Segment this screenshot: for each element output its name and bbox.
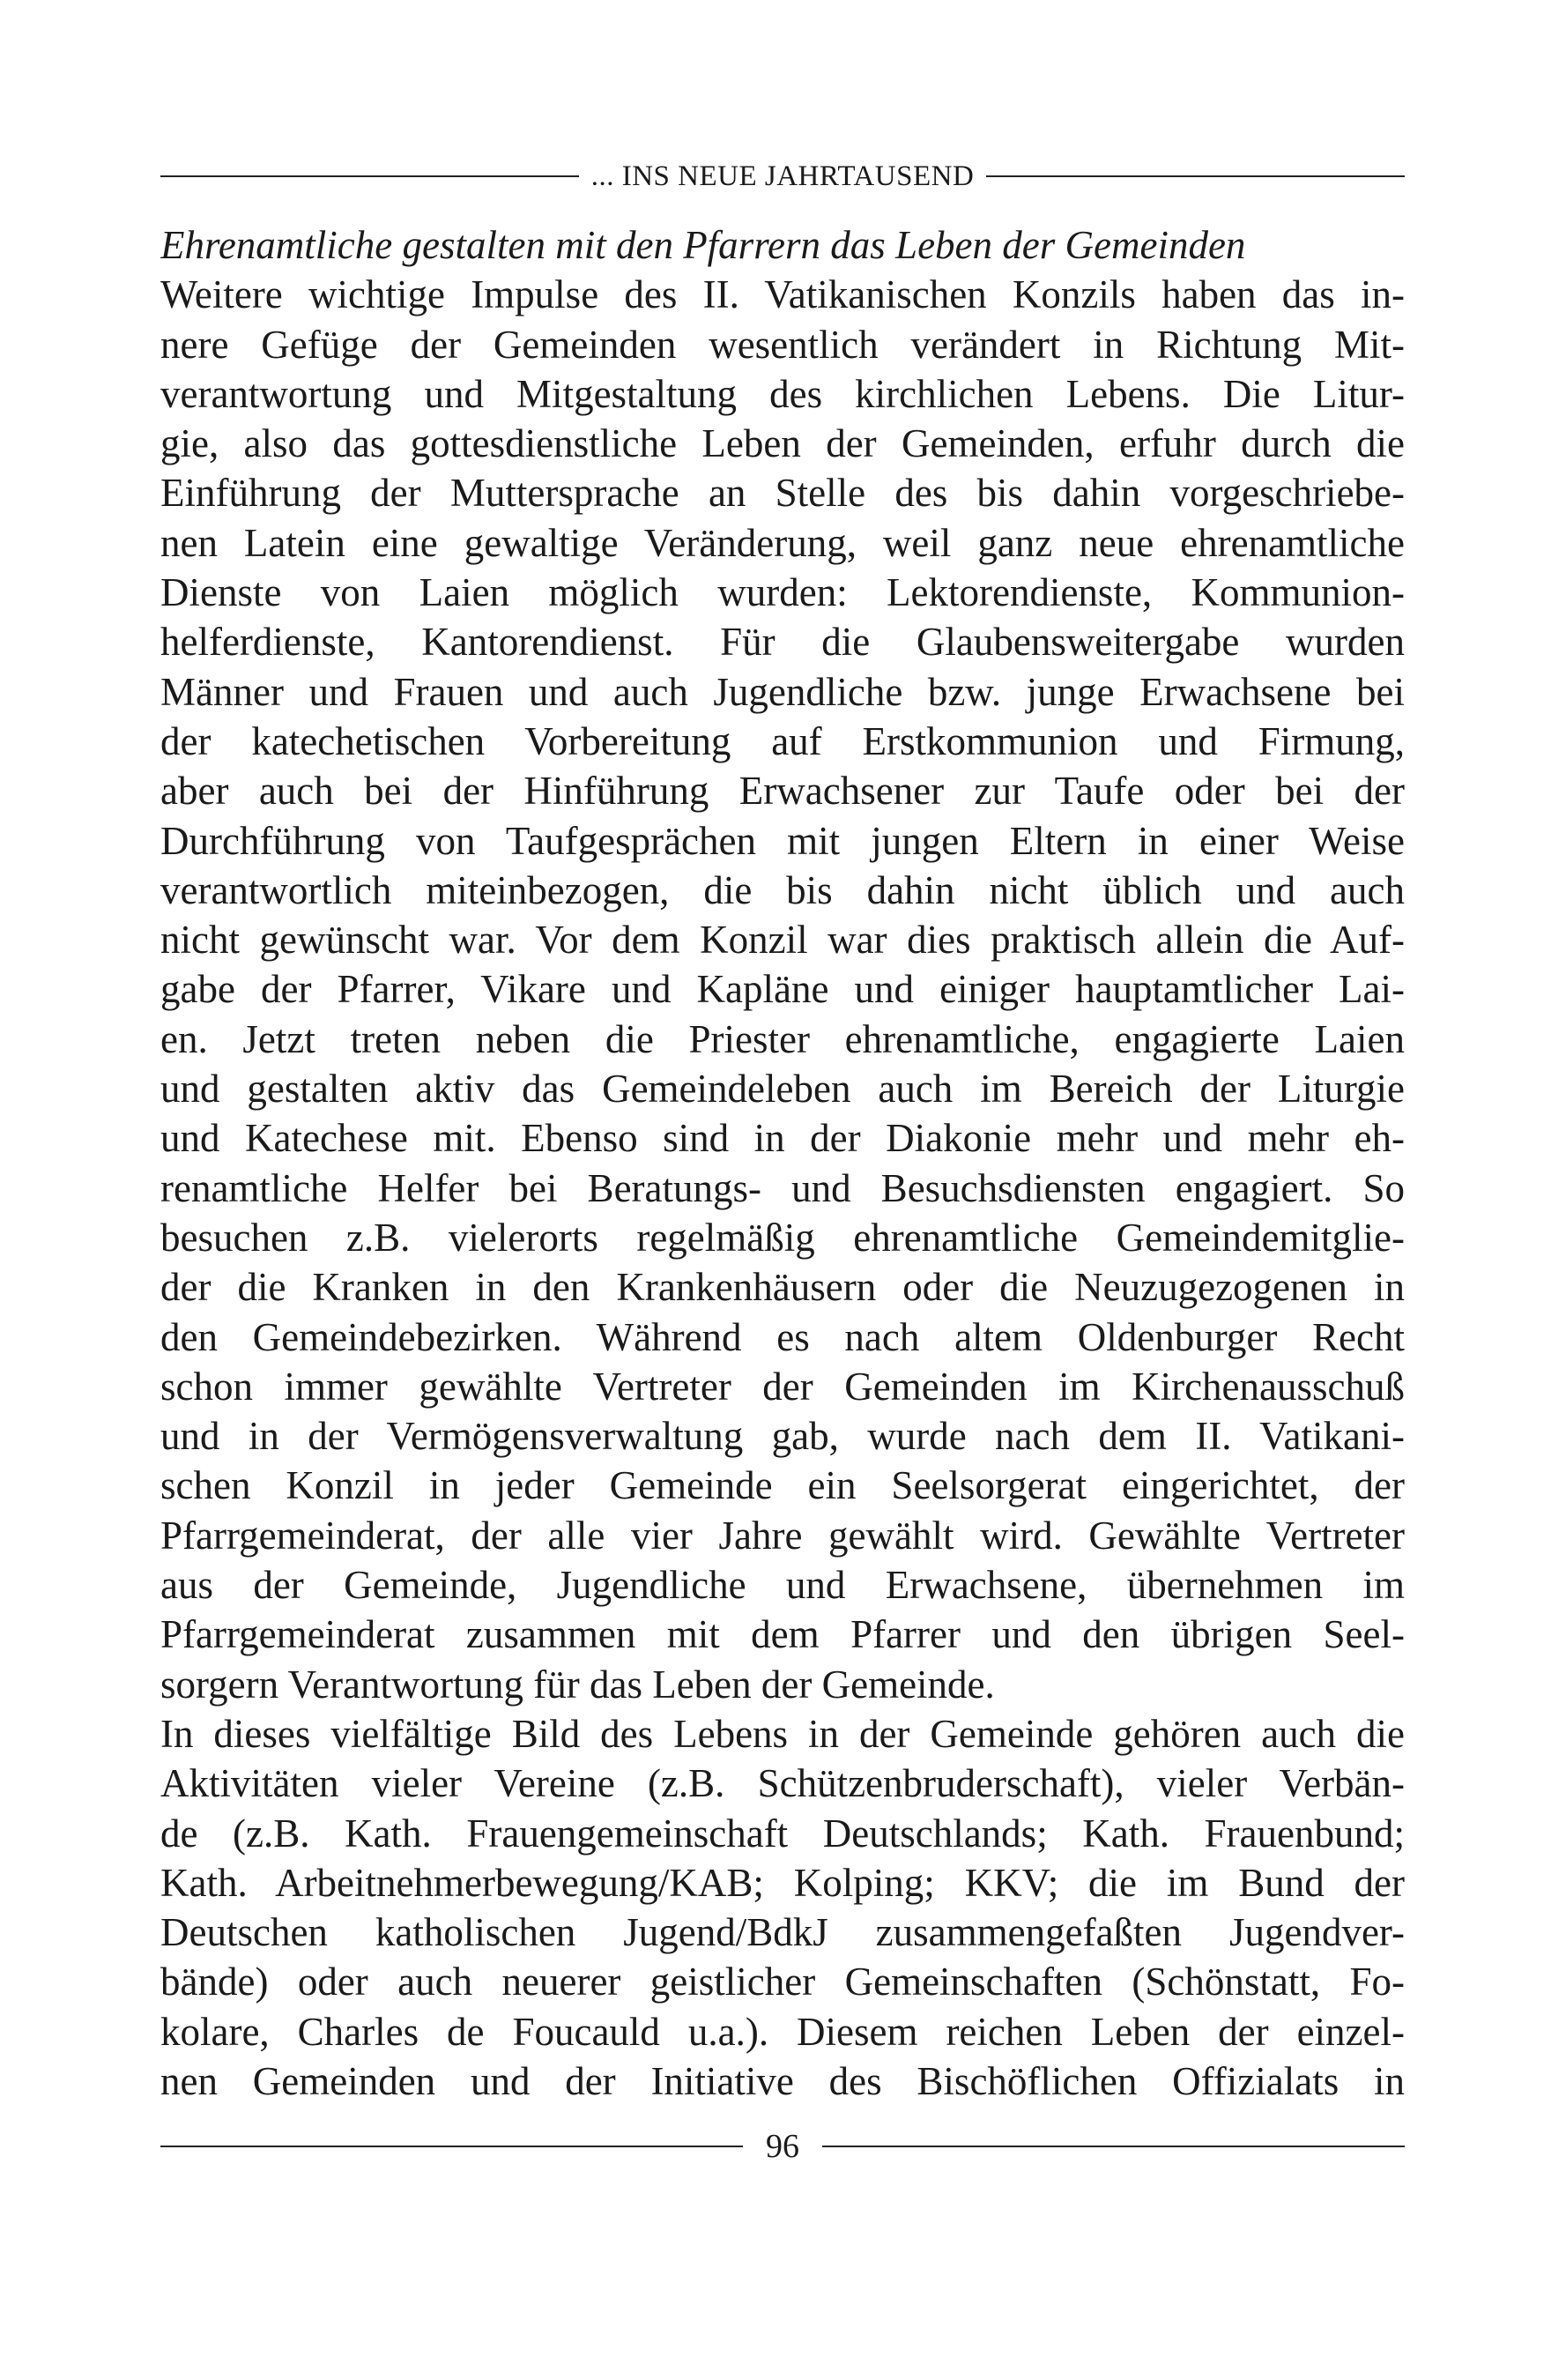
text-line: helferdienste, Kantorendienst. Für die Glaubensweitergabe wurden: [160, 620, 1405, 665]
text-line: Durchführung von Taufgesprächen mit jungen Eltern in einer Weise: [160, 818, 1405, 863]
footer-rule-left: [160, 2146, 743, 2147]
section-heading: Ehrenamtliche gestalten mit den Pfarrern das Leben der Gemeinden: [160, 223, 1246, 267]
text-line: en. Jetzt treten neben die Priester ehrenamtliche, engagierte Laien: [160, 1016, 1405, 1061]
text-line: aus der Gemeinde, Jugendliche und Erwachsene, übernehmen im: [160, 1563, 1405, 1608]
text-line: nen Latein eine gewaltige Veränderung, weil ganz neue ehrenamtliche: [160, 520, 1405, 565]
text-line: schen Konzil in jeder Gemeinde ein Seelsorgerat eingerichtet, der: [160, 1463, 1405, 1508]
page-footer: [160, 2124, 1405, 2168]
text-line: Weitere wichtige Impulse des II. Vatikanischen Konzils haben das in-: [160, 272, 1405, 317]
text-line: nen Gemeinden und der Initiative des Bischöflichen Offizialats in: [160, 2058, 1405, 2103]
text-line: gabe der Pfarrer, Vikare und Kapläne und einiger hauptamtlicher Lai-: [160, 967, 1405, 1012]
text-line: und Katechese mit. Ebenso sind in der Diakonie mehr und mehr eh-: [160, 1116, 1405, 1161]
text-line: und gestalten aktiv das Gemeindeleben auch im Bereich der Liturgie: [160, 1067, 1405, 1112]
text-line: gie, also das gottesdienstliche Leben der Gemeinden, erfuhr durch die: [160, 421, 1405, 466]
running-head-title: ... INS NEUE JAHRTAUSEND: [590, 160, 975, 192]
text-line: nicht gewünscht war. Vor dem Konzil war dies praktisch allein die Auf-: [160, 918, 1405, 963]
text-line: besuchen z.B. vielerorts regelmäßig ehrenamtliche Gemeindemitglie-: [160, 1215, 1405, 1260]
text-line: Pfarrgemeinderat, der alle vier Jahre gewählt wird. Gewählte Vertreter: [160, 1513, 1405, 1558]
text-line: Pfarrgemeinderat zusammen mit dem Pfarrer und den übrigen Seel-: [160, 1612, 1405, 1657]
text-line: Männer und Frauen und auch Jugendliche bzw. junge Erwachsene bei: [160, 669, 1405, 714]
text-line: bände) oder auch neuerer geistlicher Gemeinschaften (Schönstatt, Fo-: [160, 1960, 1405, 2004]
text-line: Aktivitäten vieler Vereine (z.B. Schützenbruderschaft), vieler Verbän-: [160, 1761, 1405, 1806]
text-line: und in der Vermögensverwaltung gab, wurde nach dem II. Vatikani-: [160, 1414, 1405, 1459]
text-line: renamtliche Helfer bei Beratungs- und Besuchsdiensten engagiert. So: [160, 1165, 1405, 1210]
running-head-rule-left: [160, 175, 579, 177]
text-line: In dieses vielfältige Bild des Lebens in der Gemeinde gehören auch die: [160, 1711, 1405, 1756]
footer-rule-right: [822, 2146, 1405, 2147]
text-line: kolare, Charles de Foucauld u.a.). Diesem reichen Leben der einzel-: [160, 2009, 1405, 2054]
text-line: verantwortung und Mitgestaltung des kirchlichen Lebens. Die Litur-: [160, 371, 1405, 416]
text-line: der katechetischen Vorbereitung auf Erstkommunion und Firmung,: [160, 718, 1405, 763]
paragraph-end-line: sorgern Verantwortung für das Leben der Gemeinde.: [160, 1662, 995, 1707]
text-line: der die Kranken in den Krankenhäusern oder die Neuzugezogenen in: [160, 1265, 1405, 1310]
text-line: verantwortlich miteinbezogen, die bis dahin nicht üblich und auch: [160, 867, 1405, 912]
text-line: de (z.B. Kath. Frauengemeinschaft Deutschlands; Kath. Frauenbund;: [160, 1811, 1405, 1856]
text-line: aber auch bei der Hinführung Erwachsener zur Taufe oder bei der: [160, 769, 1405, 814]
text-line: Dienste von Laien möglich wurden: Lektorendienste, Kommunion-: [160, 570, 1405, 615]
body-text: [160, 220, 1405, 2106]
text-line: Kath. Arbeitnehmerbewegung/KAB; Kolping; KKV; die im Bund der: [160, 1860, 1405, 1905]
text-line: schon immer gewählte Vertreter der Gemeinden im Kirchenausschuß: [160, 1364, 1405, 1409]
running-head: [160, 157, 1405, 196]
text-line: nere Gefüge der Gemeinden wesentlich verändert in Richtung Mit-: [160, 322, 1405, 367]
running-head-rule-right: [986, 175, 1405, 177]
text-line: Deutschen katholischen Jugend/BdkJ zusammengefaßten Jugendver-: [160, 1910, 1405, 1955]
text-line: Einführung der Muttersprache an Stelle des bis dahin vorgeschriebe-: [160, 471, 1405, 516]
page-number: 96: [766, 2128, 799, 2165]
text-line: den Gemeindebezirken. Während es nach altem Oldenburger Recht: [160, 1314, 1405, 1359]
